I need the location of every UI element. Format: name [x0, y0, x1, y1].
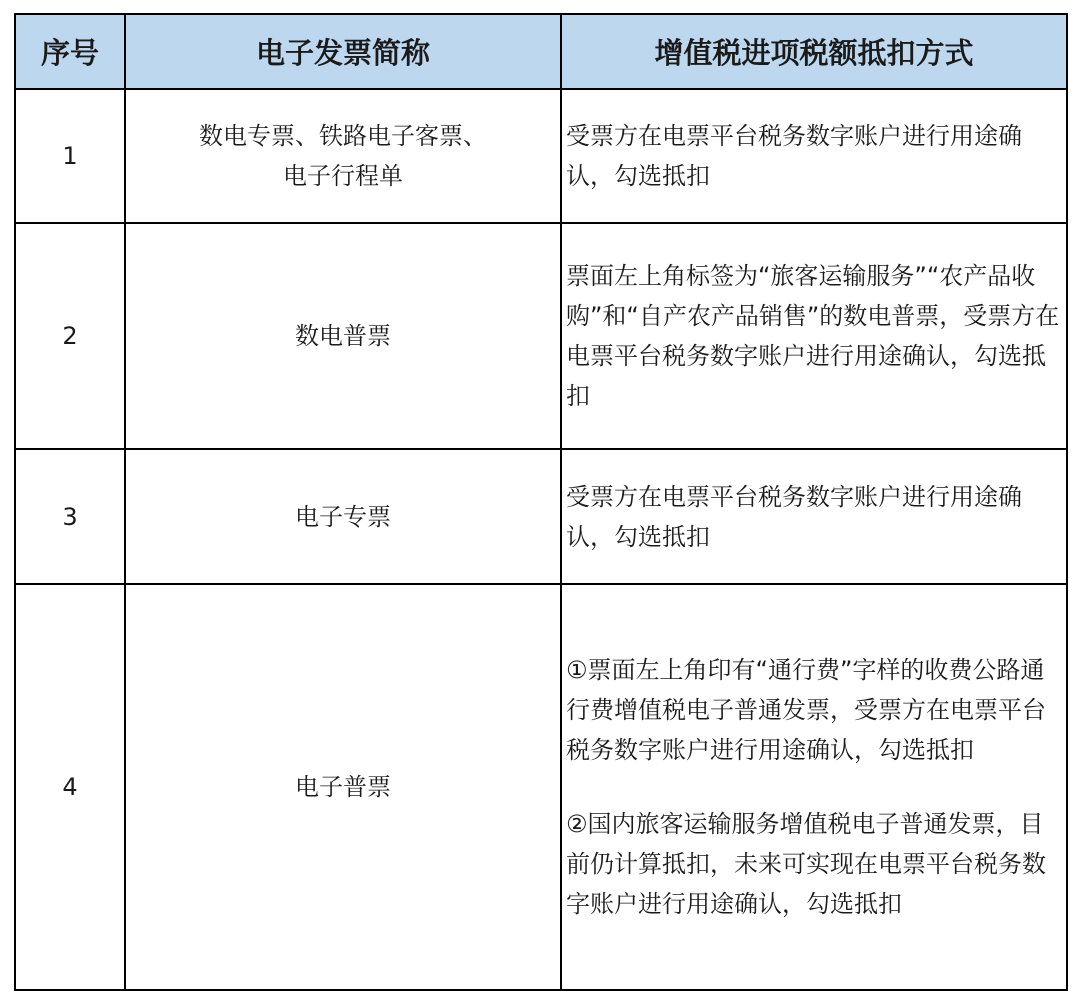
- invoice-name-line: 数电专票、铁路电子客票、: [199, 122, 487, 150]
- row-seq: 2: [15, 223, 125, 449]
- invoice-name-line: 电子行程单: [283, 162, 403, 190]
- header-deduction-method: 增值税进项税额抵扣方式: [561, 14, 1067, 89]
- invoice-name-line: 电子普票: [295, 773, 391, 801]
- header-seq: 序号: [15, 14, 125, 89]
- row-seq: 4: [15, 584, 125, 990]
- row-deduction-method: [561, 89, 1067, 223]
- table-row: [15, 449, 1067, 584]
- row-deduction-method: [561, 584, 1067, 990]
- method-paragraph: 票面左上角标签为“旅客运输服务”“农产品收购”和“自产农产品销售”的数电普票，受票方在电票平台税务数字账户进行用途确认，勾选抵扣: [566, 262, 1060, 410]
- row-invoice-name: [125, 449, 561, 584]
- invoice-name-line: 电子专票: [295, 502, 391, 531]
- row-deduction-method: [561, 223, 1067, 449]
- invoice-name-line: 数电普票: [295, 322, 391, 350]
- invoice-deduction-table: [14, 13, 1068, 991]
- method-paragraph: ②国内旅客运输服务增值税电子普通发票，目前仍计算抵扣，未来可实现在电票平台税务数字账户进行用途确认，勾选抵扣: [566, 810, 1046, 918]
- header-invoice-name: 电子发票简称: [125, 14, 561, 89]
- method-paragraph: 受票方在电票平台税务数字账户进行用途确认，勾选抵扣: [566, 122, 1022, 190]
- table-row: [15, 223, 1067, 449]
- table-row: [15, 584, 1067, 990]
- row-seq: 1: [15, 89, 125, 223]
- table-row: [15, 89, 1067, 223]
- row-invoice-name: [125, 223, 561, 449]
- method-paragraph: 受票方在电票平台税务数字账户进行用途确认，勾选抵扣: [566, 482, 1022, 551]
- method-paragraph: ①票面左上角印有“通行费”字样的收费公路通行费增值税电子普通发票，受票方在电票平台税务数字账户进行用途确认，勾选抵扣: [566, 656, 1046, 764]
- row-invoice-name: [125, 89, 561, 223]
- row-deduction-method: [561, 449, 1067, 584]
- deduction-table-container: [14, 13, 1066, 991]
- row-seq: 3: [15, 449, 125, 584]
- paragraph-spacer: [566, 770, 1060, 804]
- table-header-row: [15, 14, 1067, 89]
- row-invoice-name: [125, 584, 561, 990]
